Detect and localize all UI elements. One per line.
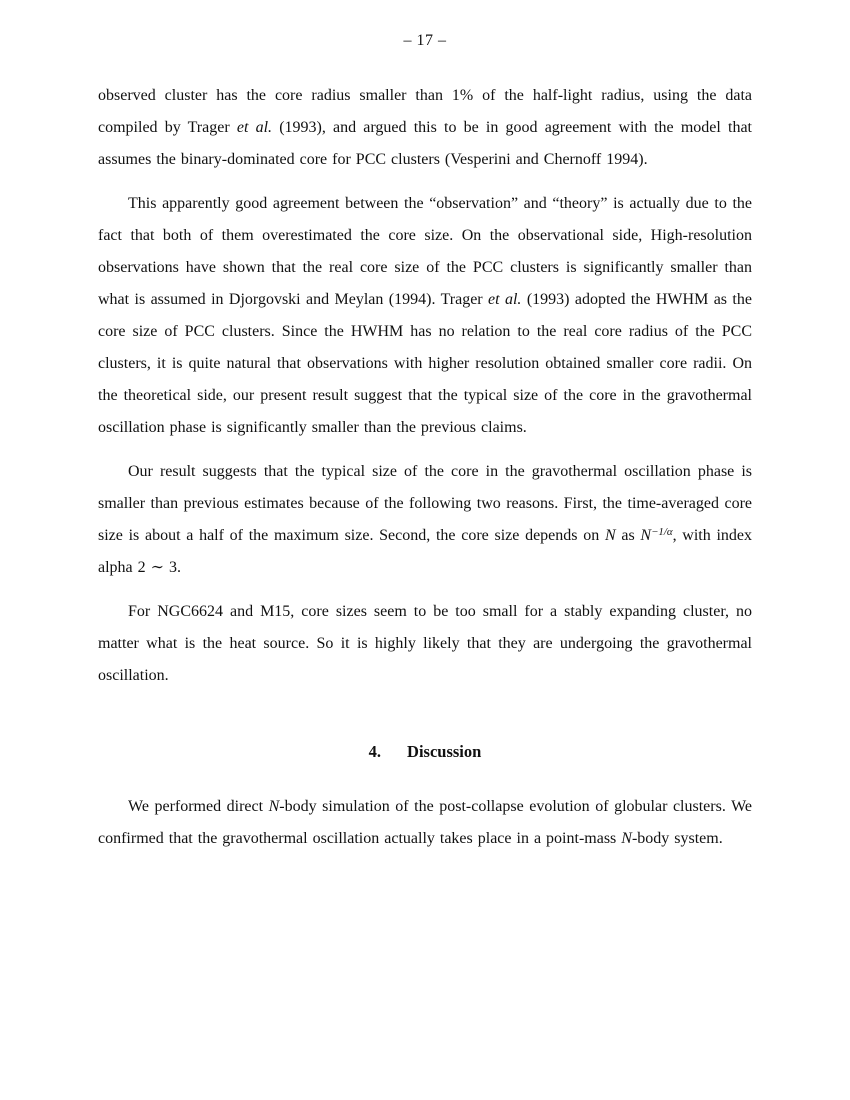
text-segment: This apparently good agreement between the “observation” and “theory” is actually due to the fact that both of them overestimated the core size. On the observational side, High-resolution observations have shown that the real core size of the PCC clusters is significantly smaller than what is assumed in Djorgovski and Meylan (1994). Trager	[98, 195, 752, 308]
text-segment: , with index alpha 2 ∼ 3.	[98, 527, 753, 576]
superscript-segment: −1/α	[651, 526, 673, 539]
italic-segment: et al.	[488, 291, 522, 308]
paragraph	[98, 791, 752, 855]
heading-title: Discussion	[407, 742, 482, 761]
italic-segment: N	[640, 527, 652, 544]
text-segment: as	[615, 527, 641, 544]
paragraph	[98, 80, 752, 176]
text-segment: We performed direct	[128, 798, 269, 815]
document-body	[98, 80, 752, 855]
text-segment: -body system.	[631, 830, 723, 847]
paragraph	[98, 596, 752, 692]
text-segment: For NGC6624 and M15, core sizes seem to be too small for a stably expanding cluster, no matter what is the heat source. So it is highly likely that they are undergoing the gravothermal oscillation.	[98, 603, 752, 684]
italic-segment: N	[604, 527, 616, 544]
italic-segment: et al.	[236, 119, 273, 136]
paragraph	[98, 456, 752, 584]
italic-segment: N	[621, 830, 632, 847]
section-heading	[98, 736, 752, 768]
heading-number: 4.	[368, 742, 382, 761]
page-number: – 17 –	[403, 32, 447, 49]
text-segment: Our result suggests that the typical size of the core in the gravothermal oscillation phase is smaller than previous estimates because of the following two reasons. First, the time-averaged core size is about a half of the maximum size. Second, the core size depends on	[98, 463, 752, 544]
paragraph	[98, 188, 752, 444]
text-segment: -body simulation of the post-collapse evolution of globular clusters. We confirmed that the gravothermal oscillation actually takes place in a point-mass	[98, 798, 752, 847]
italic-segment: N	[268, 798, 280, 815]
text-segment: (1993), and argued this to be in good agreement with the model that assumes the binary-dominated core for PCC clusters (Vesperini and Chernoff 1994).	[98, 119, 752, 168]
text-segment: (1993) adopted the HWHM as the core size of PCC clusters. Since the HWHM has no relation to the real core radius of the PCC clusters, it is quite natural that observations with higher resolution obtained smaller core radii. On the theoretical side, our present result suggest that the typical size of the core in the gravothermal oscillation phase is significantly smaller than the previous claims.	[98, 291, 752, 436]
text-segment: observed cluster has the core radius smaller than 1% of the half-light radius, using the data compiled by Trager	[98, 87, 752, 136]
